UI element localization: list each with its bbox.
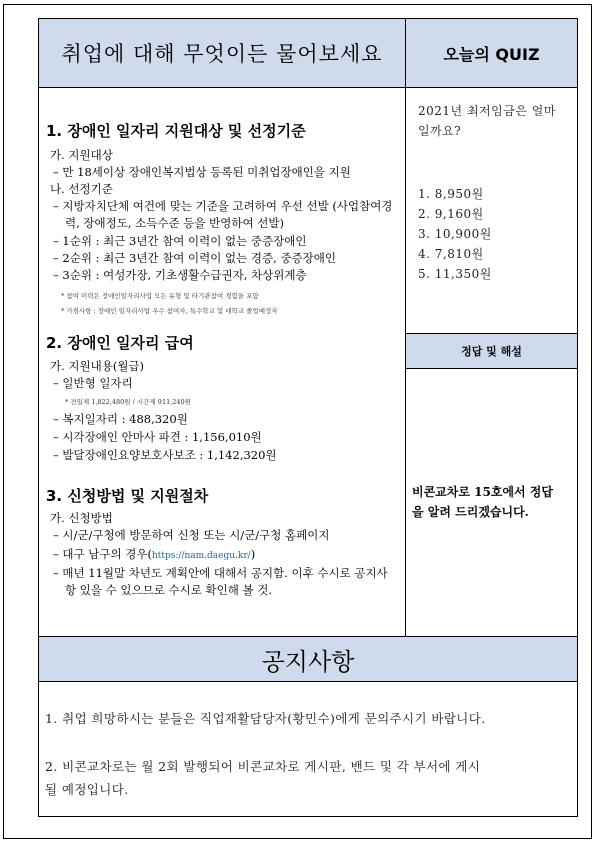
section3-item1: – 시/군/구청에 방문하여 신청 또는 시/군/구청 홈페이지 <box>53 528 330 542</box>
job-info-panel <box>38 87 406 637</box>
section1-note1: * 참여 이력은 장애인일자리사업 모든 유형 및 타기관참여 경험을 포함 <box>61 292 259 300</box>
section1-criteria-label: 나. 선정기준 <box>50 182 113 196</box>
quiz-question-line1: 2021년 최저임금은 얼마 <box>418 104 556 118</box>
answer-line1: 비콘교차로 15호에서 정답 <box>412 485 553 499</box>
section2-item4: – 발달장애인요양보호사보조 : 1,142,320원 <box>53 448 277 462</box>
quiz-option: 1. 8,950원 <box>418 187 484 201</box>
answer-line2: 을 알려 드리겠습니다. <box>412 505 529 519</box>
section2-item1-note: * 전일제 1,822,480원 / 시간제 911,240원 <box>65 398 191 406</box>
section1-criteria-item2: – 1순위 : 최근 3년간 참여 이력이 없는 중증장애인 <box>53 234 307 248</box>
section2-item1: – 일반형 일자리 <box>53 376 133 390</box>
notice-item1: 1. 취업 희망하시는 분들은 직업재활담당자(황민수)에게 문의주시기 바랍니다. <box>45 711 486 726</box>
section1-criteria-item1-line1: – 지방자치단체 여건에 맞는 기준을 고려하여 우선 선발 (사업참여경 <box>53 199 393 213</box>
section3-item3-line2: 항 있을 수 있으므로 수시로 확인해 볼 것. <box>65 583 272 597</box>
section2-heading: 2. 장애인 일자리 급여 <box>46 334 194 352</box>
quiz-question-line2: 일까요? <box>418 124 462 138</box>
section1-target-item: – 만 18세이상 장애인복지법상 등록된 미취업장애인을 지원 <box>53 165 351 179</box>
section2-content-label: 가. 지원내용(월급) <box>50 359 145 373</box>
quiz-option: 5. 11,350원 <box>418 267 492 281</box>
section2-item3: – 시각장애인 안마사 파견 : 1,156,010원 <box>53 430 262 444</box>
section1-criteria-item3: – 2순위 : 최근 3년간 참여 이력이 없는 경증, 중증장애인 <box>53 251 336 265</box>
section3-item2-prefix: – 대구 남구의 경우( <box>53 547 152 561</box>
section3-item3-line1: – 매년 11월말 차년도 계획안에 대해서 공지함. 이후 수시로 공지사 <box>53 566 388 580</box>
notice-item2-line2: 될 예정입니다. <box>45 782 129 797</box>
quiz-option: 3. 10,900원 <box>418 227 492 241</box>
section1-criteria-item4: – 3순위 : 여성가장, 기초생활수급권자, 차상위계층 <box>53 268 307 282</box>
notice-panel <box>38 681 578 817</box>
section1-heading: 1. 장애인 일자리 지원대상 및 선정기준 <box>46 122 306 140</box>
section1-criteria-item1-line2: 력, 장애정도, 소득수준 등을 반영하여 선발) <box>65 216 284 230</box>
section3-heading: 3. 신청방법 및 지원절차 <box>46 487 209 505</box>
notice-item2-line1: 2. 비콘교차로는 월 2회 발행되어 비콘교차로 게시판, 밴드 및 각 부서에 게시 <box>45 759 481 774</box>
quiz-panel <box>405 87 578 340</box>
quiz-option: 4. 7,810원 <box>418 247 484 261</box>
section1-target-label: 가. 지원대상 <box>50 148 113 162</box>
notice-title: 공지사항 <box>38 636 578 682</box>
section3-method-label: 가. 신청방법 <box>50 511 113 525</box>
section2-item2: – 복지일자리 : 488,320원 <box>53 412 188 426</box>
section3-item2 <box>53 546 255 562</box>
quiz-option: 2. 9,160원 <box>418 207 484 221</box>
answer-panel <box>405 368 578 637</box>
section3-item2-suffix: ) <box>250 547 256 561</box>
quiz-title: 오늘의 QUIZ <box>405 18 578 88</box>
page-title: 취업에 대해 무엇이든 물어보세요 <box>38 18 406 88</box>
section1-note2: * 가점사항 : 장애인 일자리사업 우수 참여자, 특수학교 및 대학교 졸업예정자 <box>61 307 278 315</box>
answer-header: 정답 및 해설 <box>405 333 578 369</box>
namgu-homepage-link[interactable]: https://nam.daegu.kr/ <box>151 551 251 561</box>
